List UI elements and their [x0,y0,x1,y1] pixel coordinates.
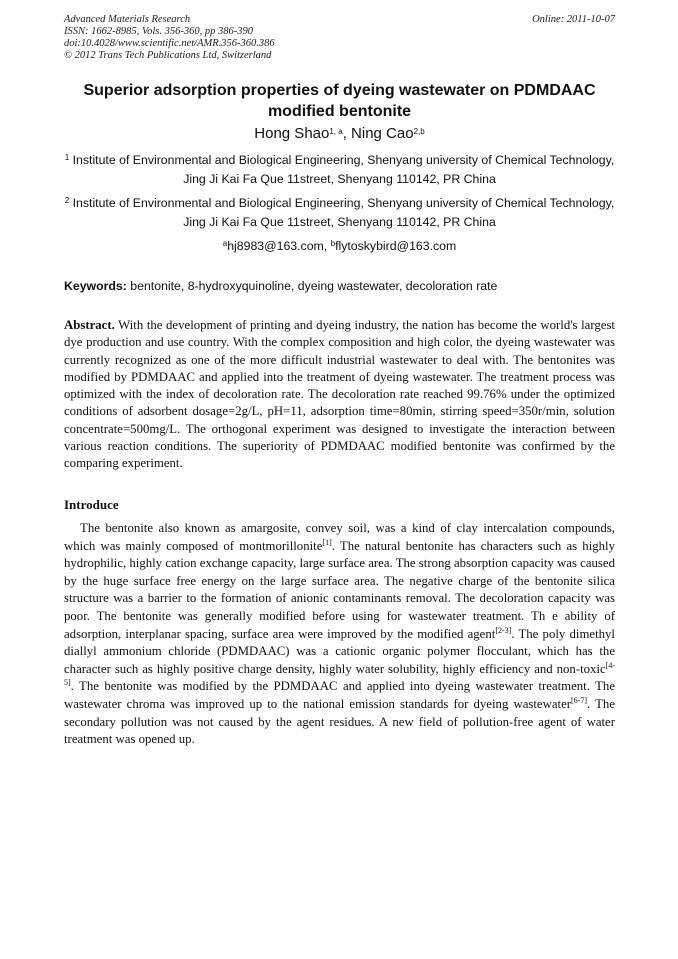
email-sup: b [330,239,336,248]
keywords-line [64,277,615,295]
affiliation-number: 1 [64,153,70,162]
email-sup: a [222,239,228,248]
author-sup: 2,b [413,127,425,136]
affiliation-text: Institute of Environmental and Biological Engineering, Shenyang university of Chemical Technology, Jing Ji Kai Fa Que 11street, Shenyang 110142, PR China [72,153,615,186]
author-separator: , [342,125,352,142]
affiliation-2 [64,194,615,232]
affiliation-1 [64,151,615,189]
keywords-label: Keywords: [64,279,127,293]
issn-line: ISSN: 1662-8985, Vols. 356-360, pp 386-390 [64,26,253,37]
abstract-paragraph [64,317,615,473]
author-list [64,124,615,144]
body-text: . The secondary pollution was not caused by the agent residues. A new field of pollution-free agent of water treatment was opened up. [64,696,615,747]
body-text: . The natural bentonite has characters such as highly hydrophilic, highly cation exchange capacity, large surface area. The strong absorption capacity was caused by the huge surface free energy on the large surface area. The negative charge of the bentonite silica structure was a barrier to the formation of anionic contaminants removal. The decoloration capacity was poor. The bentonite was generally modified before using for wastewater treatment. Th e ability of adsorption, interplanar spacing, surface area were improved by the modified agent [64,538,616,641]
author-name: Hong Shao [254,125,330,142]
body-text: . The bentonite was modified by the PDMDAAC and applied into dyeing wastewater treatment. The wastewater chroma was improved up to the national emission standards for dyeing wastewater [64,679,615,711]
citation: [2-3] [495,625,512,635]
body-text: . The poly dimethyl diallyl ammonium chloride (PDMDAAC) was a cationic organic polymer flocculant, which has the character such as highly positive charge density, highly water solubility, highly efficiency and non-toxic [64,626,615,676]
section-heading-introduce: Introduce [64,497,119,512]
journal-name: Advanced Materials Research [64,14,191,25]
journal-header [64,14,615,62]
body-text: The bentonite also known as amargosite, convey soil, was a kind of clay intercalation compounds, which was mainly composed of montmorillonite [64,521,615,553]
online-date: Online: 2011-10-07 [532,14,615,25]
affiliation-text: Institute of Environmental and Biological Engineering, Shenyang university of Chemical Technology, Jing Ji Kai Fa Que 11street, Shenyang 110142, PR China [72,196,615,229]
abstract-label: Abstract. [64,318,115,332]
citation: [1] [322,537,332,547]
author-name: Ning Cao [351,125,414,142]
citation: [4-5] [64,660,615,688]
copyright-line: © 2012 Trans Tech Publications Ltd, Switzerland [64,50,272,61]
email-a: hj8983@163.com [227,239,324,253]
affiliation-number: 2 [64,196,70,205]
email-line [64,237,615,255]
keywords-text: bentonite, 8-hydroxyquinoline, dyeing wastewater, decoloration rate [126,279,498,293]
introduce-paragraph [64,520,615,749]
paper-title: Superior adsorption properties of dyeing wastewater on PDMDAAC modified bentonite [83,82,596,120]
email-separator: , [323,239,331,253]
citation: [6-7] [571,695,588,705]
email-b: flytoskybird@163.com [335,239,457,253]
author-sup: 1, a [329,127,343,136]
doi-line: doi:10.4028/www.scientific.net/AMR.356-360.386 [64,38,275,49]
abstract-text: With the development of printing and dyeing industry, the nation has become the world's largest dye production and use country. With the complex composition and high color, the dyeing wastewater was currently recognized as one of the more difficult industrial wastewater to deal with. The bentonites was modified by PDMDAAC and applied into the treatment of dyeing wastewater. The treatment process was optimized with the index of decoloration rate. The decoloration rate reached 99.76% under the optimized conditions of adsorbent dosage=2g/L, pH=11, adsorption time=80min, stirring speed=350r/min, solution concentrate=500mg/L. The orthogonal experiment was designed to investigate the interaction between various reaction conditions. The superiority of PDMDAAC modified bentonite was confirmed by the comparing experiment. [64,318,615,471]
